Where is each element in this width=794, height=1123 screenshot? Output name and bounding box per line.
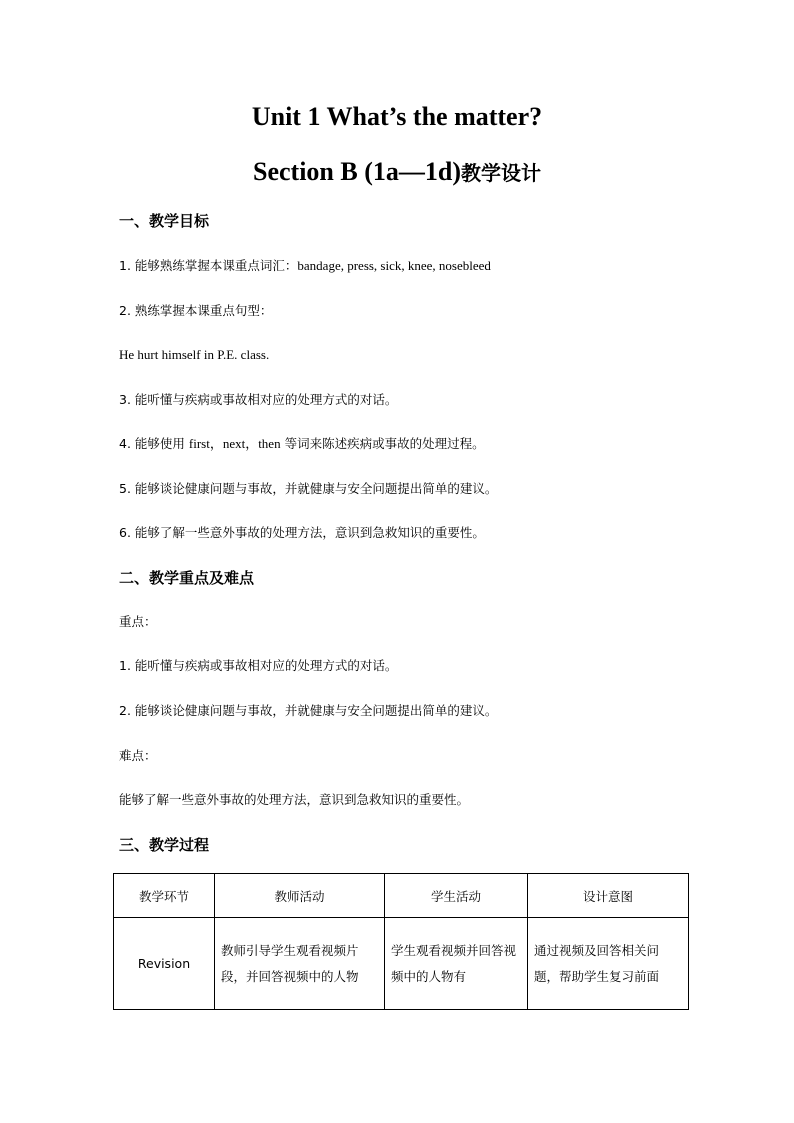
objective-item-2: 2. 熟练掌握本课重点句型： xyxy=(119,303,273,318)
objective-item-4-suffix: 等词来陈述疾病或事故的处理过程。 xyxy=(280,436,485,451)
objective-item-1-prefix: 1. 能够熟练掌握本课重点词汇： xyxy=(119,258,298,273)
table-cell-purpose xyxy=(528,918,689,1010)
key-point-2: 2. 能够谈论健康问题与事故，并就健康与安全问题提出简单的建议。 xyxy=(119,703,498,718)
table-cell-teacher xyxy=(215,918,385,1010)
difficult-point-1: 能够了解一些意外事故的处理方法，意识到急救知识的重要性。 xyxy=(119,792,470,807)
teaching-process-table xyxy=(113,873,689,1010)
section-heading-process: 三、教学过程 xyxy=(119,836,210,854)
document-title xyxy=(0,102,794,132)
table-cell-purpose-text: 通过视频及回答相关问题，帮助学生复习前面 xyxy=(534,942,660,984)
table-header-cell: 教师活动 xyxy=(215,874,385,918)
table-header-row xyxy=(114,874,689,918)
table-header-cell: 学生活动 xyxy=(385,874,528,918)
key-points-label: 重点： xyxy=(119,614,157,629)
difficult-points-label: 难点： xyxy=(119,748,157,763)
objective-item-4-words: first，next，then xyxy=(188,436,281,451)
objective-item-5: 5. 能够谈论健康问题与事故，并就健康与安全问题提出简单的建议。 xyxy=(119,481,498,496)
objective-item-4-prefix: 4. 能够使用 xyxy=(119,436,189,451)
subtitle-latin: Section B (1a—1d) xyxy=(253,157,461,186)
objective-sentence-text: He hurt himself in P.E. class. xyxy=(119,347,270,362)
table-row xyxy=(114,918,689,1010)
table-cell-student-text: 学生观看视频并回答视频中的人物有 xyxy=(391,942,517,984)
table-cell-teacher-text: 教师引导学生观看视频片段，并回答视频中的人物 xyxy=(221,942,359,984)
document-subtitle xyxy=(0,157,794,188)
objective-item-3: 3. 能听懂与疾病或事故相对应的处理方式的对话。 xyxy=(119,392,398,407)
objective-item-1-words: bandage, press, sick, knee, nosebleed xyxy=(297,258,491,273)
objective-item-6: 6. 能够了解一些意外事故的处理方法，意识到急救知识的重要性。 xyxy=(119,525,485,540)
key-point-1: 1. 能听懂与疾病或事故相对应的处理方式的对话。 xyxy=(119,658,398,673)
subtitle-cjk: 教学设计 xyxy=(461,161,541,185)
table-header-cell: 设计意图 xyxy=(528,874,689,918)
section-heading-key-points: 二、教学重点及难点 xyxy=(119,569,255,587)
objective-item-1 xyxy=(119,257,491,275)
objective-item-4 xyxy=(119,435,485,453)
table-cell-student xyxy=(385,918,528,1010)
title-line-1: Unit 1 What’s the matter? xyxy=(251,102,543,131)
section-heading-objectives: 一、教学目标 xyxy=(119,212,210,230)
table-cell-stage: Revision xyxy=(114,918,215,1010)
objective-sentence xyxy=(119,346,269,364)
table-header-cell: 教学环节 xyxy=(114,874,215,918)
